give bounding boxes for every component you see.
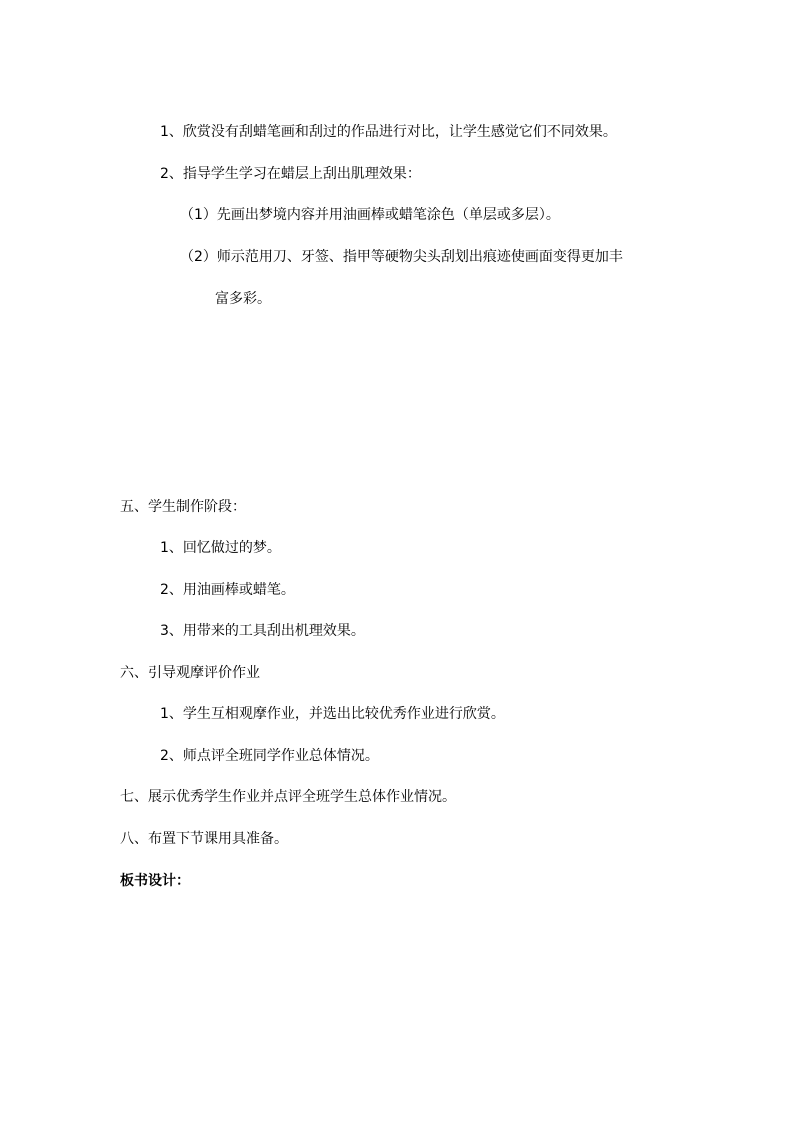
section-five-item-1: 1、回忆做过的梦。: [160, 540, 281, 556]
section-six-item-1: 1、学生互相观摩作业，并选出比较优秀作业进行欣赏。: [160, 706, 505, 722]
step-compare-works: 1、欣赏没有刮蜡笔画和刮过的作品进行对比，让学生感觉它们不同效果。: [160, 124, 617, 140]
substep-teacher-demo-continued: 富多彩。: [215, 291, 271, 307]
substep-teacher-demo: （2）师示范用刀、牙签、指甲等硬物尖头刮划出痕迹使画面变得更加丰: [180, 249, 623, 265]
section-six-item-2: 2、师点评全班同学作业总体情况。: [160, 748, 379, 764]
section-eight-heading: 八、布置下节课用具准备。: [120, 831, 288, 847]
section-five-heading: 五、学生制作阶段：: [120, 499, 246, 515]
section-five-item-3: 3、用带来的工具刮出机理效果。: [160, 623, 365, 639]
section-six-heading: 六、引导观摩评价作业: [120, 665, 260, 681]
section-five-item-2: 2、用油画棒或蜡笔。: [160, 582, 295, 598]
board-design-heading: 板书设计：: [120, 873, 190, 889]
step-guide-scratch-texture: 2、指导学生学习在蜡层上刮出肌理效果：: [160, 166, 421, 182]
substep-draw-and-color: （1）先画出梦境内容并用油画棒或蜡笔涂色（单层或多层）。: [180, 207, 560, 223]
section-seven-heading: 七、展示优秀学生作业并点评全班学生总体作业情况。: [120, 789, 456, 805]
